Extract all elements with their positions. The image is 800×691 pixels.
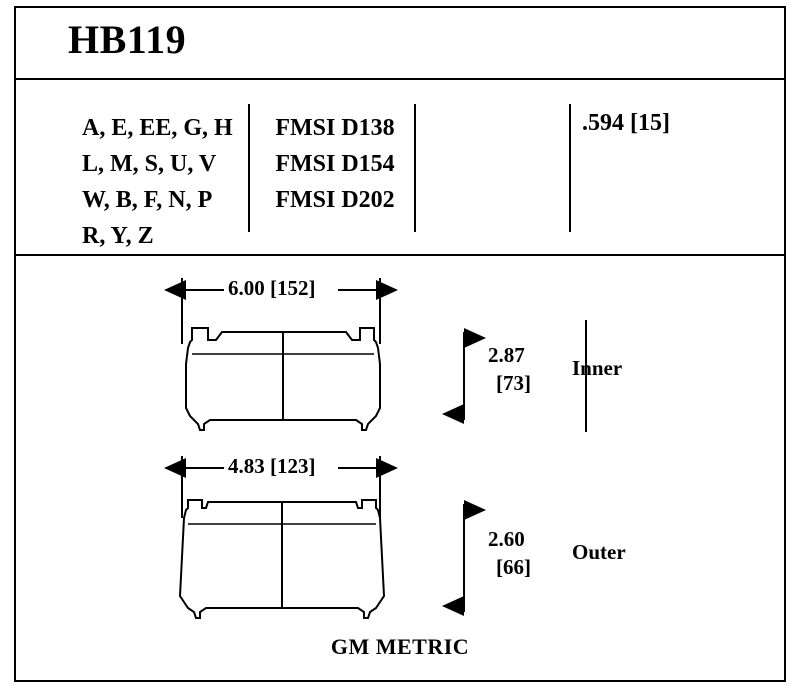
compound-row: W, B, F, N, P <box>82 187 213 213</box>
inner-pad-label: Inner <box>572 356 623 380</box>
inner-height-dimension-in: 2.87 <box>488 343 525 367</box>
fmsi-row: FMSI D154 <box>275 151 395 177</box>
fmsi-row: FMSI D138 <box>275 115 395 141</box>
compound-row: L, M, S, U, V <box>82 151 217 177</box>
pad-drawing-area <box>16 256 784 682</box>
compound-row: A, E, EE, G, H <box>82 115 233 141</box>
pad-geometry <box>16 256 784 682</box>
outer-height-dimension-in: 2.60 <box>488 527 525 551</box>
fmsi-codes <box>261 110 409 218</box>
spec-sheet <box>14 6 786 682</box>
inner-height-dimension-mm: [73] <box>496 371 531 395</box>
outer-pad-label: Outer <box>572 540 626 564</box>
thickness-value: .594 [15] <box>582 110 670 136</box>
spec-table <box>16 80 784 256</box>
table-divider-2 <box>414 104 416 232</box>
table-divider-3 <box>569 104 571 232</box>
compound-codes <box>82 110 242 254</box>
compound-row: R, Y, Z <box>82 223 154 249</box>
outer-height-dimension-mm: [66] <box>496 555 531 579</box>
application-label: GM METRIC <box>330 634 470 659</box>
table-divider-1 <box>248 104 250 232</box>
title-row <box>16 8 784 80</box>
fmsi-row: FMSI D202 <box>275 187 395 213</box>
part-number: HB119 <box>68 17 187 62</box>
outer-width-dimension: 4.83 [123] <box>228 454 316 478</box>
inner-width-dimension: 6.00 [152] <box>228 276 316 300</box>
